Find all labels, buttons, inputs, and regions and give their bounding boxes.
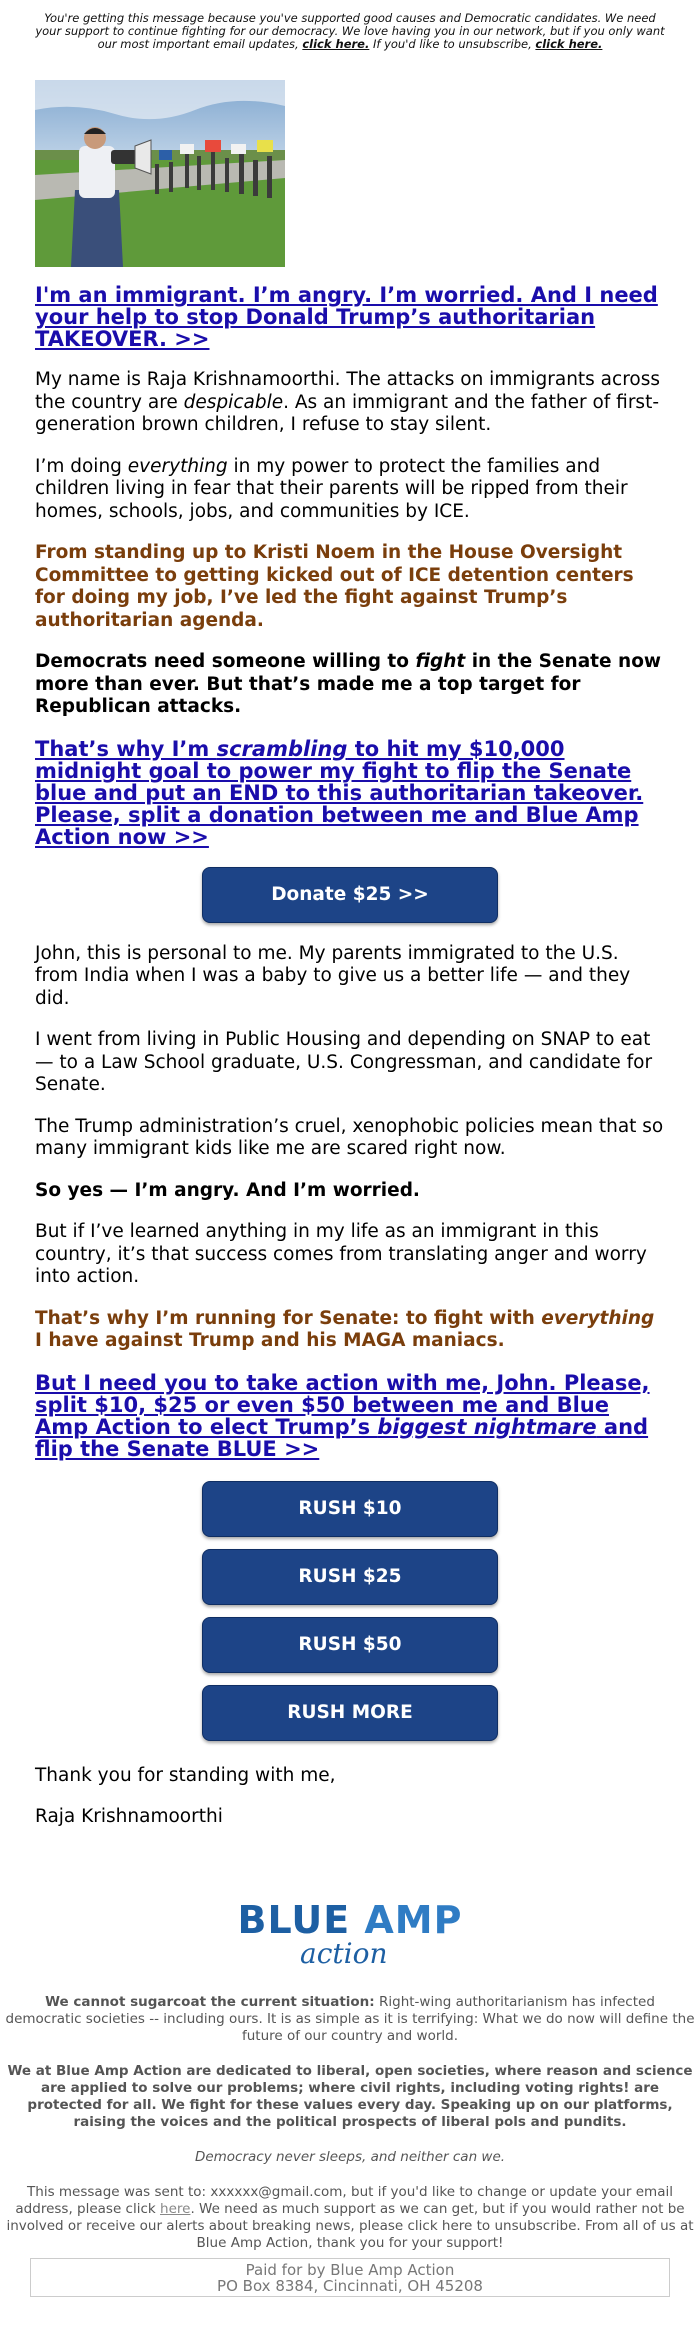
signoff: Thank you for standing with me,: [35, 1764, 336, 1786]
rally-photo-illustration: [35, 80, 285, 267]
footer-paragraph-2: We at Blue Amp Action are dedicated to liberal, open societies, where reason and science are applied to solve our problems; where civil rights, including voting rights! are protected for all. We fight for these values every day. Speaking up on our platforms, raising the voices and the political prospects of liberal pols and pundits.: [7, 2063, 693, 2130]
rush-10-button[interactable]: RUSH $10: [202, 1481, 498, 1537]
running-text: That’s why I’m running for Senate: to fight with: [35, 1307, 542, 1329]
senate-text-2: in the Senate now more than ever. But that’s made me a top target for Republican attacks.: [35, 651, 661, 717]
action-paragraph: But if I’ve learned anything in my life as an immigrant in this country, it’s that success comes from translating anger and worry into action.: [35, 1221, 647, 1287]
split-link-text-2: and flip the Senate BLUE >>: [35, 1414, 649, 1461]
intro-paragraph: [35, 369, 665, 437]
signature: Raja Krishnamoorthi: [35, 1806, 223, 1827]
goal-link-emphasis: scrambling: [216, 736, 348, 761]
rush-more-button[interactable]: RUSH MORE: [202, 1685, 498, 1741]
angry-paragraph: So yes — I’m angry. And I’m worried.: [35, 1179, 420, 1201]
headline-link[interactable]: I'm an immigrant. I’m angry. I’m worried. And I need your help to stop Donald Trump’s authoritarian TAKEOVER. >>: [35, 283, 658, 351]
address-text: PO Box 8384, Cincinnati, OH 45208: [217, 2277, 483, 2295]
donate-button[interactable]: Donate $25 >>: [202, 867, 498, 923]
goal-link-text: That’s why I’m: [35, 736, 217, 761]
blue-amp-logo: [230, 1900, 470, 1970]
split-link-emphasis: biggest nightmare: [377, 1414, 597, 1439]
senate-emphasis: fight: [415, 651, 466, 672]
senate-paragraph: [35, 651, 665, 719]
protect-emphasis: everything: [127, 455, 228, 477]
rush-50-button[interactable]: RUSH $50: [202, 1617, 498, 1673]
footer-paragraph-1: [5, 1994, 695, 2045]
footer-tagline: Democracy never sleeps, and neither can we.: [194, 2149, 506, 2165]
running-text-2: I have against Trump and his MAGA maniacs.: [35, 1330, 505, 1351]
protect-paragraph: [35, 456, 665, 524]
intro-text-2: . As an immigrant and the father of first-generation brown children, I refuse to stay silent.: [35, 391, 660, 435]
unsubscribe-link[interactable]: click here.: [535, 37, 603, 51]
protect-text-2: in my power to protect the families and children living in fear that their parents will be ripped from their homes, schools, jobs, and communities by ICE.: [35, 455, 628, 522]
split-donation-link[interactable]: [35, 1372, 665, 1460]
footer-bold-lead: We cannot sugarcoat the current situation:: [45, 1994, 375, 2010]
preheader-text: You're getting this message because you've supported good causes and Democratic candidates. We need your support to continue fighting for our democracy. We love having you in our network, but if you only want our most important email updates,: [35, 11, 665, 51]
footer-text-4b: . We need as much support as we can get, but if you would rather not be involved or receive our alerts about breaking news, please click here to unsubscribe. From all of us at Blue Amp Action, thank you for your support!: [6, 2201, 694, 2251]
intro-text: My name is Raja Krishnamoorthi. The attacks on immigrants across the country are: [35, 369, 660, 413]
logo-word-action: action: [300, 1937, 388, 1970]
footer-text-4a: This message was sent to: xxxxxx@gmail.com, but if you'd like to change or update your email address, please click: [15, 2184, 673, 2217]
policies-paragraph: The Trump administration’s cruel, xenophobic policies mean that so many immigrant kids like me are scared right now.: [35, 1115, 664, 1159]
logo-word-amp: AMP: [364, 1898, 463, 1942]
logo-word-blue: BLUE: [237, 1898, 351, 1942]
update-email-link[interactable]: here: [160, 2201, 191, 2217]
senate-text: Democrats need someone willing to: [35, 651, 416, 672]
footer-paragraph-4: [5, 2184, 695, 2252]
running-paragraph: [35, 1308, 665, 1353]
intro-emphasis: despicable: [183, 391, 284, 413]
background-paragraph: I went from living in Public Housing and depending on SNAP to eat — to a Law School graduate, U.S. Congressman, and candidate for Senate.: [35, 1029, 653, 1095]
running-emphasis: everything: [541, 1307, 655, 1329]
paid-for-box: [30, 2258, 670, 2297]
preheader-text-2: If you'd like to unsubscribe,: [369, 37, 536, 51]
rush-25-button[interactable]: RUSH $25: [202, 1549, 498, 1605]
preheader: [35, 12, 665, 51]
paid-for-text: Paid for by Blue Amp Action: [245, 2261, 455, 2279]
goal-link[interactable]: [35, 738, 665, 848]
goal-link-text-2: to hit my $10,000 midnight goal to power my fight to flip the Senate blue and put an END to this authoritarian takeover. Please, split a donation between me and Blue Amp Action now >>: [35, 736, 644, 849]
protect-text: I’m doing: [35, 455, 128, 477]
personal-paragraph: John, this is personal to me. My parents immigrated to the U.S. from India when I was a baby to give us a better life — and they did.: [35, 942, 631, 1009]
email-preferences-link[interactable]: click here.: [302, 37, 370, 51]
split-link-text: But I need you to take action with me, John. Please, split $10, $25 or even $50 between me and Blue Amp Action to elect Trump’s: [35, 1370, 650, 1439]
footer-text-1: Right-wing authoritarianism has infected democratic societies -- including ours. It is as simple as it is terrifying: What we do now will define the future of our country and world.: [5, 1994, 695, 2044]
rally-photo: [35, 80, 285, 267]
footer: [0, 1900, 700, 2297]
record-paragraph: From standing up to Kristi Noem in the House Oversight Committee to getting kicked out of ICE detention centers for doing my job, I’ve led the fight against Trump’s authoritarian agenda.: [35, 542, 634, 631]
email-body: [35, 284, 665, 1848]
